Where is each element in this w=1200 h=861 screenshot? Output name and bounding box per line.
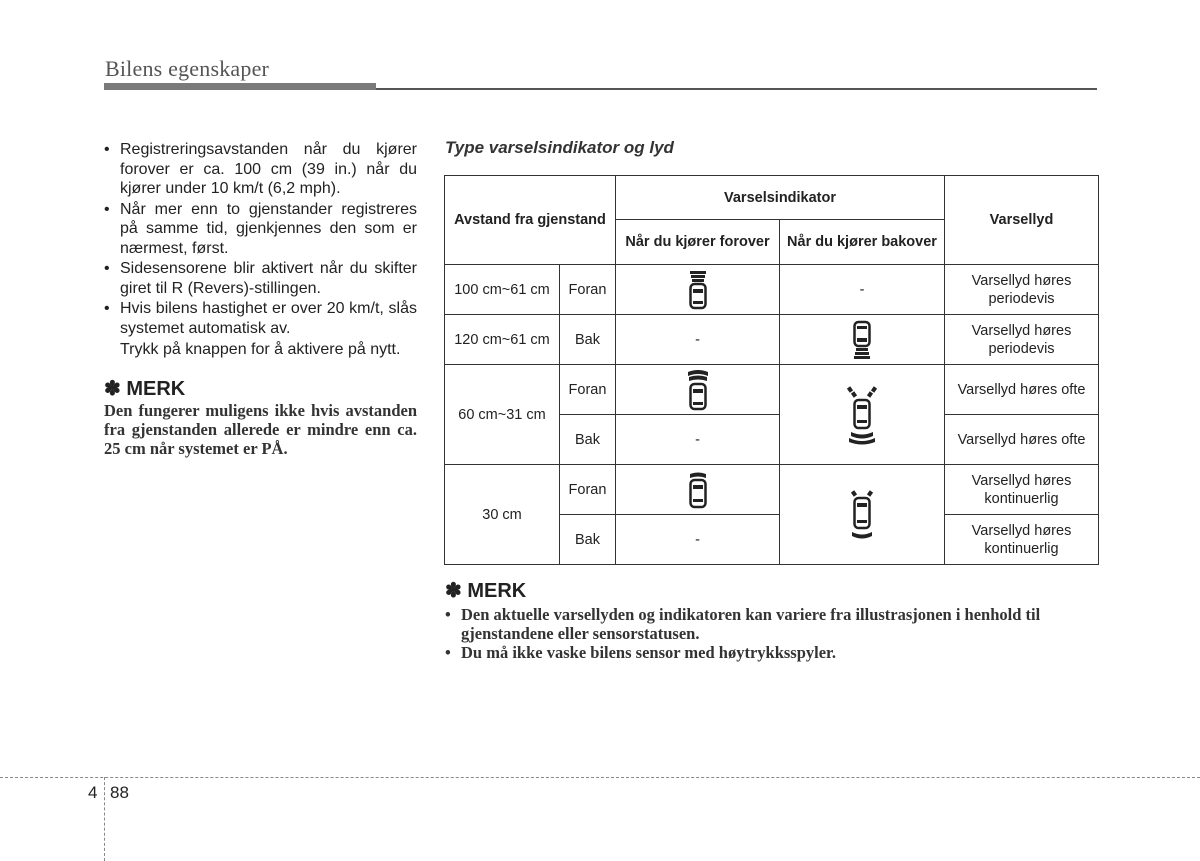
cell-reverse-indicator (780, 465, 945, 565)
merk-heading: ✽ MERK (445, 580, 527, 602)
cell-distance: 100 cm~61 cm (445, 265, 560, 315)
footer-divider (0, 777, 1200, 778)
cell-reverse-indicator (780, 365, 945, 465)
footer-vertical-divider (104, 777, 105, 861)
car-front-sensor-far-icon (683, 270, 713, 310)
page-header-title: Bilens egenskaper (105, 56, 270, 81)
header-forward: Når du kjører forover (616, 220, 780, 265)
header-reverse: Når du kjører bakover (780, 220, 945, 265)
cell-forward-indicator (616, 265, 780, 315)
chapter-number: 4 (88, 783, 98, 802)
cell-reverse-indicator: - (780, 265, 945, 315)
car-front-rear-sensor-near-icon (844, 489, 880, 541)
table-caption: Type varselsindikator og lyd (445, 138, 674, 157)
merk-item: • Du må ikke vaske bilens sensor med høytrykksspyler. (445, 643, 1100, 662)
bullet-item: • Når mer enn to gjenstander registreres på samme tid, gjenkjennes den som er nærmest, først. (104, 200, 417, 259)
header-sound: Varsellyd (945, 176, 1099, 265)
merk-list (445, 605, 1100, 662)
cell-distance: 60 cm~31 cm (445, 365, 560, 465)
cell-sound: Varsellyd høres kontinuerlig (945, 465, 1099, 515)
cell-forward-indicator: - (616, 315, 780, 365)
bullet-item: • Hvis bilens hastighet er over 20 km/t, slås systemet automatisk av. (104, 299, 417, 338)
bullet-item: • Sidesensorene blir aktivert når du skifter giret til R (Revers)-stillingen. (104, 259, 417, 298)
cell-forward-indicator (616, 465, 780, 515)
cell-forward-indicator: - (616, 515, 780, 565)
cell-forward-indicator: - (616, 415, 780, 465)
cell-sound: Varsellyd høres periodevis (945, 265, 1099, 315)
cell-sound: Varsellyd høres ofte (945, 365, 1099, 415)
reactivate-note: Trykk på knappen for å aktivere på nytt. (120, 341, 401, 358)
cell-position: Bak (560, 515, 616, 565)
merk-heading: ✽ MERK (104, 377, 186, 400)
car-front-sensor-medium-icon (683, 368, 713, 412)
cell-position: Foran (560, 465, 616, 515)
warning-table (444, 175, 1099, 565)
page-number: 88 (110, 783, 129, 802)
car-front-rear-sensor-medium-icon (844, 385, 880, 445)
header-distance: Avstand fra gjenstand (445, 176, 616, 265)
cell-position: Foran (560, 265, 616, 315)
bullet-list (104, 140, 417, 338)
cell-sound: Varsellyd høres periodevis (945, 315, 1099, 365)
cell-reverse-indicator (780, 315, 945, 365)
left-column (104, 140, 417, 458)
header-rule-thick (104, 83, 376, 90)
cell-sound: Varsellyd høres kontinuerlig (945, 515, 1099, 565)
cell-distance: 30 cm (445, 465, 560, 565)
header-rule-thin (376, 88, 1097, 90)
merk-item: • Den aktuelle varsellyden og indikatoren kan variere fra illustrasjonen i henhold til gjenstandene eller sensorstatusen. (445, 605, 1100, 643)
cell-sound: Varsellyd høres ofte (945, 415, 1099, 465)
car-rear-sensor-far-icon (847, 320, 877, 360)
merk-text: Den fungerer muligens ikke hvis avstanden fra gjenstanden allerede er mindre enn ca. 25 cm når systemet er PÅ. (104, 401, 417, 458)
merk-section-bottom (445, 578, 1100, 662)
cell-position: Foran (560, 365, 616, 415)
cell-forward-indicator (616, 365, 780, 415)
header-indicator: Varselsindikator (616, 176, 945, 220)
cell-position: Bak (560, 415, 616, 465)
car-front-sensor-near-icon (683, 470, 713, 510)
bullet-item: • Registreringsavstanden når du kjører forover er ca. 100 cm (39 in.) når du kjører under 10 km/t (6,2 mph). (104, 140, 417, 199)
cell-distance: 120 cm~61 cm (445, 315, 560, 365)
cell-position: Bak (560, 315, 616, 365)
